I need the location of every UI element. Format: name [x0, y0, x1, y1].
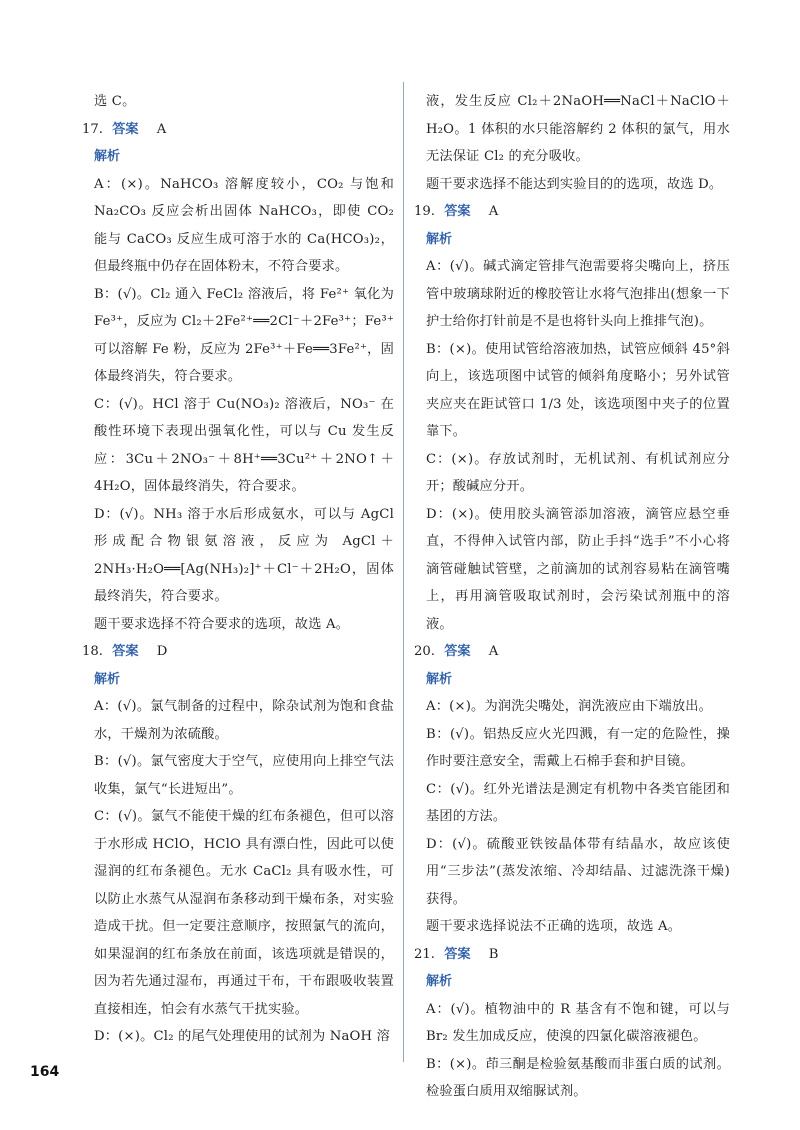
analysis-conclusion: 题干要求选择说法不正确的选项，故选 A。 [426, 919, 682, 934]
question-19 [414, 198, 730, 638]
analysis-paragraph: C：(×)。存放试剂时，无机试剂、有机试剂应分开；酸碱应分开。 [426, 451, 730, 494]
analysis-label: 解析 [426, 231, 453, 247]
answer-value: A [156, 121, 167, 137]
continuation-conclusion: 题干要求选择不能达到实验目的的选项，故选 D。 [426, 176, 723, 192]
question-header [414, 198, 730, 226]
column-divider [403, 82, 404, 1062]
answer-value: B [488, 946, 499, 962]
analysis-paragraph: B：(×)。茚三酮是检验氨基酸而非蛋白质的试剂。检验蛋白质用双缩脲试剂。 [426, 1056, 730, 1099]
answer-label: 答案 [444, 644, 471, 659]
analysis-paragraph: A：(√)。氯气制备的过程中，除杂试剂为饱和食盐水，干燥剂为浓硫酸。 [94, 699, 394, 742]
answer-label: 答案 [444, 946, 471, 962]
question-header [414, 941, 730, 969]
question-21 [414, 941, 730, 1106]
analysis-label: 解析 [94, 671, 121, 687]
analysis-paragraph: C：(√)。红外光谱法是测定有机物中各类官能团和基团的方法。 [426, 781, 730, 824]
question-header [414, 638, 730, 666]
analysis-paragraph: D：(√)。硫酸亚铁铵晶体带有结晶水，故应该使用“三步法”(蒸发浓缩、冷却结晶、过滤洗涤干燥)获得。 [426, 836, 730, 907]
question-number: 20. [414, 644, 435, 659]
analysis-label: 解析 [426, 671, 453, 687]
continuation-paragraph: 液，发生反应 Cl₂＋2NaOH══NaCl＋NaClO＋H₂O。1 体积的水只能溶解约 2 体积的氯气，用水无法保证 Cl₂ 的充分吸收。 [426, 94, 730, 164]
analysis-paragraph: A：(×)。NaHCO₃ 溶解度较小，CO₂ 与饱和 Na₂CO₃ 反应会析出固体 NaHCO₃，即使 CO₂ 能与 CaCO₃ 反应生成可溶于水的 Ca(HCO₃)₂，但最终瓶中仍存在固体粉末，不符合要求。 [94, 176, 394, 274]
analysis-paragraph: D：(×)。使用胶头滴管添加溶液，滴管应悬空垂直，不得伸入试管内部，防止手抖“选手”不小心将滴管碰触试管壁，之前滴加的试剂容易粘在滴管嘴上，再用滴管吸取试剂时，会污染试剂瓶中的溶液。 [426, 506, 730, 632]
answer-value: A [488, 204, 499, 219]
question-17 [82, 116, 394, 639]
question-20 [414, 638, 730, 941]
intro-text: 选 C。 [94, 94, 136, 109]
analysis-paragraph: B：(√)。Cl₂ 通入 FeCl₂ 溶液后，将 Fe²⁺ 氧化为 Fe³⁺，反应为 Cl₂＋2Fe²⁺══2Cl⁻＋2Fe³⁺；Fe³⁺ 可以溶解 Fe 粉，反应为 2Fe³⁺＋Fe══3Fe²⁺，固体最终消失，符合要求。 [94, 286, 394, 384]
analysis-paragraph: B：(√)。铝热反应火光四溅，有一定的危险性，操作时要注意安全，需戴上石棉手套和护目镜。 [426, 726, 730, 769]
analysis-paragraph: B：(√)。氯气密度大于空气，应使用向上排空气法收集，氯气“长进短出”。 [94, 754, 394, 797]
answer-label: 答案 [112, 121, 139, 137]
question-header [82, 638, 394, 666]
analysis-paragraph: D：(×)。Cl₂ 的尾气处理使用的试剂为 NaOH 溶 [94, 1029, 391, 1044]
answer-value: A [488, 644, 499, 659]
question-18 [82, 638, 394, 1051]
analysis-label: 解析 [94, 149, 121, 164]
question-number: 19. [414, 204, 435, 219]
page-number: 164 [30, 1064, 60, 1080]
analysis-paragraph: A：(√)。碱式滴定管排气泡需要将尖嘴向上，挤压管中玻璃球附近的橡胶管让水将气泡排出(想象一下护士给你打针前是不是也将针头向上推排气泡)。 [426, 259, 730, 329]
analysis-paragraph: A：(√)。植物油中的 R 基含有不饱和键，可以与 Br₂ 发生加成反应，使溴的四氯化碳溶液褪色。 [426, 1001, 730, 1044]
question-number: 21. [414, 946, 435, 962]
analysis-paragraph: A：(×)。为润洗尖嘴处，润洗液应由下端放出。 [426, 699, 713, 714]
analysis-label: 解析 [426, 974, 453, 989]
analysis-conclusion: 题干要求选择不符合要求的选项，故选 A。 [94, 616, 350, 632]
answer-label: 答案 [112, 644, 139, 659]
question-header [82, 116, 394, 144]
analysis-paragraph: C：(√)。HCl 溶于 Cu(NO₃)₂ 溶液后，NO₃⁻ 在酸性环境下表现出强氧化性，可以与 Cu 发生反应：3Cu＋2NO₃⁻＋8H⁺══3Cu²⁺＋2NO↑＋4H₂O，固体最终消失，符合要求。 [94, 396, 394, 494]
left-column [82, 88, 394, 1051]
question-number: 17. [82, 121, 103, 137]
right-column [414, 88, 730, 1106]
answer-value: D [156, 644, 168, 659]
answer-label: 答案 [444, 204, 471, 219]
analysis-paragraph: C：(√)。氯气不能使干燥的红布条褪色，但可以溶于水形成 HClO，HClO 具有漂白性，因此可以使湿润的红布条褪色。无水 CaCl₂ 具有吸水性，可以防止水蒸气从湿润布条移动到干燥布条，对实验造成干扰。但一定要注意顺序，按照氯气的流向，如果湿润的红布条放在前面，该选项就是错误的，因为若先通过湿布，再通过干布，干布跟吸收装置直接相连，怕会有水蒸气干扰实验。 [94, 809, 394, 1017]
question-number: 18. [82, 644, 103, 659]
analysis-paragraph: B：(×)。使用试管给溶液加热，试管应倾斜 45°斜向上，该选项图中试管的倾斜角度略小；另外试管夹应夹在距试管口 1/3 处，该选项图中夹子的位置靠下。 [426, 341, 730, 439]
analysis-paragraph: D：(√)。NH₃ 溶于水后形成氨水，可以与 AgCl 形成配合物银氨溶液，反应为 AgCl＋2NH₃·H₂O══[Ag(NH₃)₂]⁺＋Cl⁻＋2H₂O，固体最终消失，符合要求。 [94, 506, 394, 604]
